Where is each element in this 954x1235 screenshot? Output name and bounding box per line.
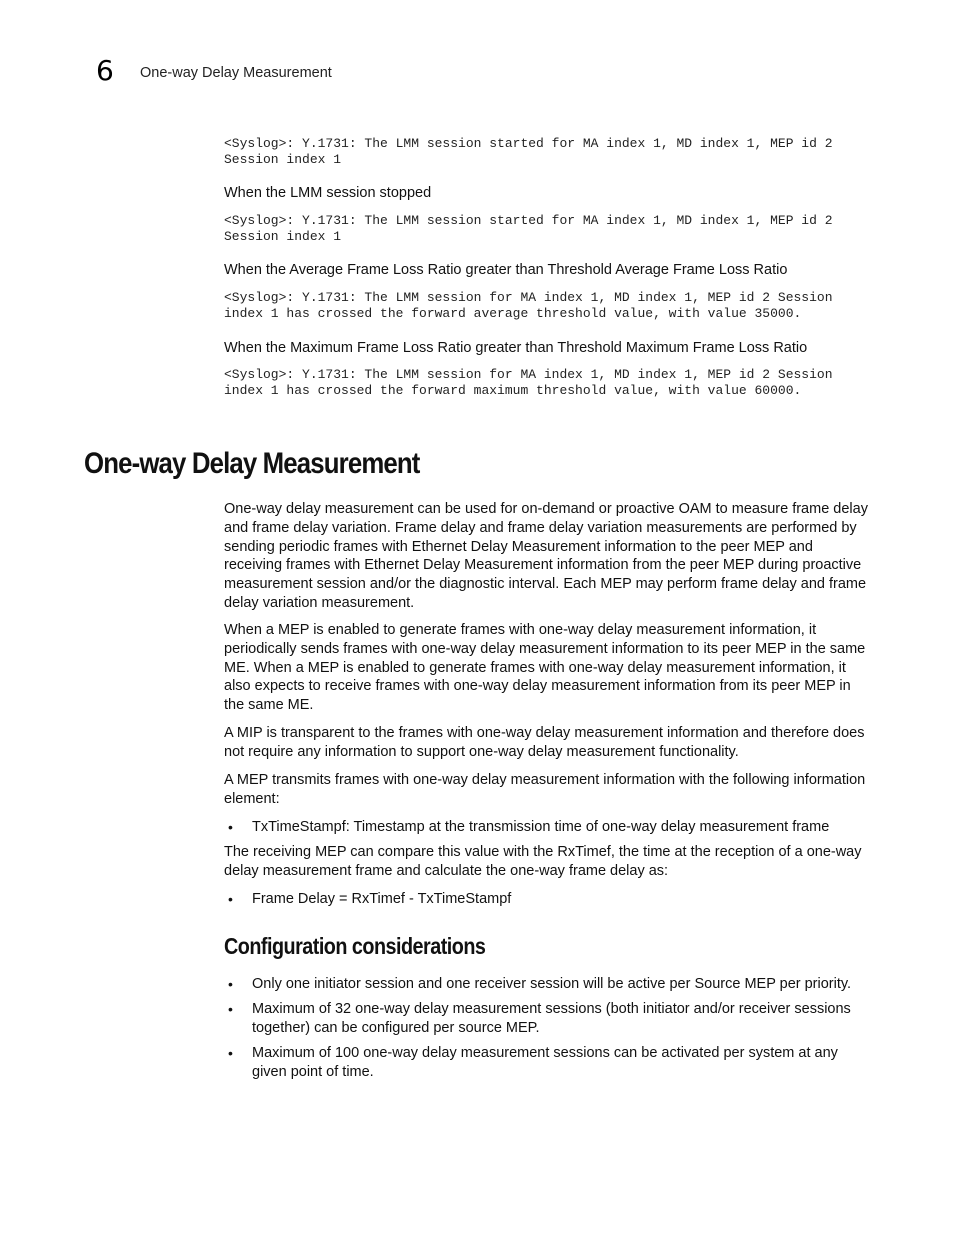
list-item bbox=[224, 818, 872, 837]
section-heading: One-way Delay Measurement bbox=[84, 447, 420, 480]
list-item bbox=[224, 1044, 872, 1082]
list-item-text: Frame Delay = RxTimef - TxTimeStampf bbox=[252, 891, 512, 907]
label-maximum-loss: When the Maximum Frame Loss Ratio greater than Threshold Maximum Frame Loss Ratio bbox=[224, 340, 808, 356]
list-item-text: TxTimeStampf: Timestamp at the transmission time of one-way delay measurement frame bbox=[252, 819, 830, 835]
list-item bbox=[224, 1000, 872, 1038]
bullet-glyph: • bbox=[228, 976, 233, 992]
label-average-loss: When the Average Frame Loss Ratio greater than Threshold Average Frame Loss Ratio bbox=[224, 262, 788, 278]
paragraph-mep-enabled: When a MEP is enabled to generate frames with one-way delay measurement information, it periodically sends frames with one-way delay measurement information to its peer MEP in the same ME. When a MEP is enabled to generate frames with one-way delay measurement information, it also expects to receive frames with one-way delay measurement information from its peer MEP in the same ME. bbox=[224, 622, 866, 714]
list-item bbox=[224, 890, 872, 909]
bullet-glyph: • bbox=[228, 1045, 233, 1061]
subsection-heading: Configuration considerations bbox=[224, 933, 486, 959]
list-item bbox=[224, 975, 872, 994]
bullet-glyph: • bbox=[228, 891, 233, 907]
syslog-example-stopped: <Syslog>: Y.1731: The LMM session started for MA index 1, MD index 1, MEP id 2 Session index 1 bbox=[224, 213, 833, 244]
paragraph-receiving-mep: The receiving MEP can compare this value with the RxTimef, the time at the reception of a one-way delay measurement frame and calculate the one-way frame delay as: bbox=[224, 844, 862, 879]
paragraph-information-element: A MEP transmits frames with one-way delay measurement information with the following information element: bbox=[224, 772, 866, 807]
bullet-glyph: • bbox=[228, 819, 233, 835]
bullet-glyph: • bbox=[228, 1001, 233, 1017]
running-title: One-way Delay Measurement bbox=[140, 65, 332, 81]
chapter-number: 6 bbox=[96, 54, 114, 87]
syslog-example-average: <Syslog>: Y.1731: The LMM session for MA index 1, MD index 1, MEP id 2 Session index 1 has crossed the forward average threshold value, with value 35000. bbox=[224, 290, 833, 321]
list-item-text: Maximum of 100 one-way delay measurement sessions can be activated per system at any given point of time. bbox=[252, 1045, 838, 1080]
paragraph-overview: One-way delay measurement can be used for on-demand or proactive OAM to measure frame delay and frame delay variation. Frame delay and frame delay variation measurements are performed by sending periodic frames with Ethernet Delay Measurement information to the peer MEP and receiving frames with Ethernet Delay Measurement information from the peer MEP during proactive measurement session and/or the diagnostic interval. Each MEP may perform frame delay and frame delay variation measurement. bbox=[224, 501, 868, 611]
list-item-text: Only one initiator session and one receiver session will be active per Source MEP per priority. bbox=[252, 976, 852, 992]
list-item-text: Maximum of 32 one-way delay measurement sessions (both initiator and/or receiver sessions together) can be configured per source MEP. bbox=[252, 1001, 851, 1036]
syslog-example-started: <Syslog>: Y.1731: The LMM session started for MA index 1, MD index 1, MEP id 2 Session index 1 bbox=[224, 136, 833, 167]
syslog-example-maximum: <Syslog>: Y.1731: The LMM session for MA index 1, MD index 1, MEP id 2 Session index 1 has crossed the forward maximum threshold value, with value 60000. bbox=[224, 367, 833, 398]
paragraph-mip: A MIP is transparent to the frames with one-way delay measurement information and therefore does not require any information to support one-way delay measurement functionality. bbox=[224, 725, 865, 760]
label-session-stopped: When the LMM session stopped bbox=[224, 185, 432, 201]
